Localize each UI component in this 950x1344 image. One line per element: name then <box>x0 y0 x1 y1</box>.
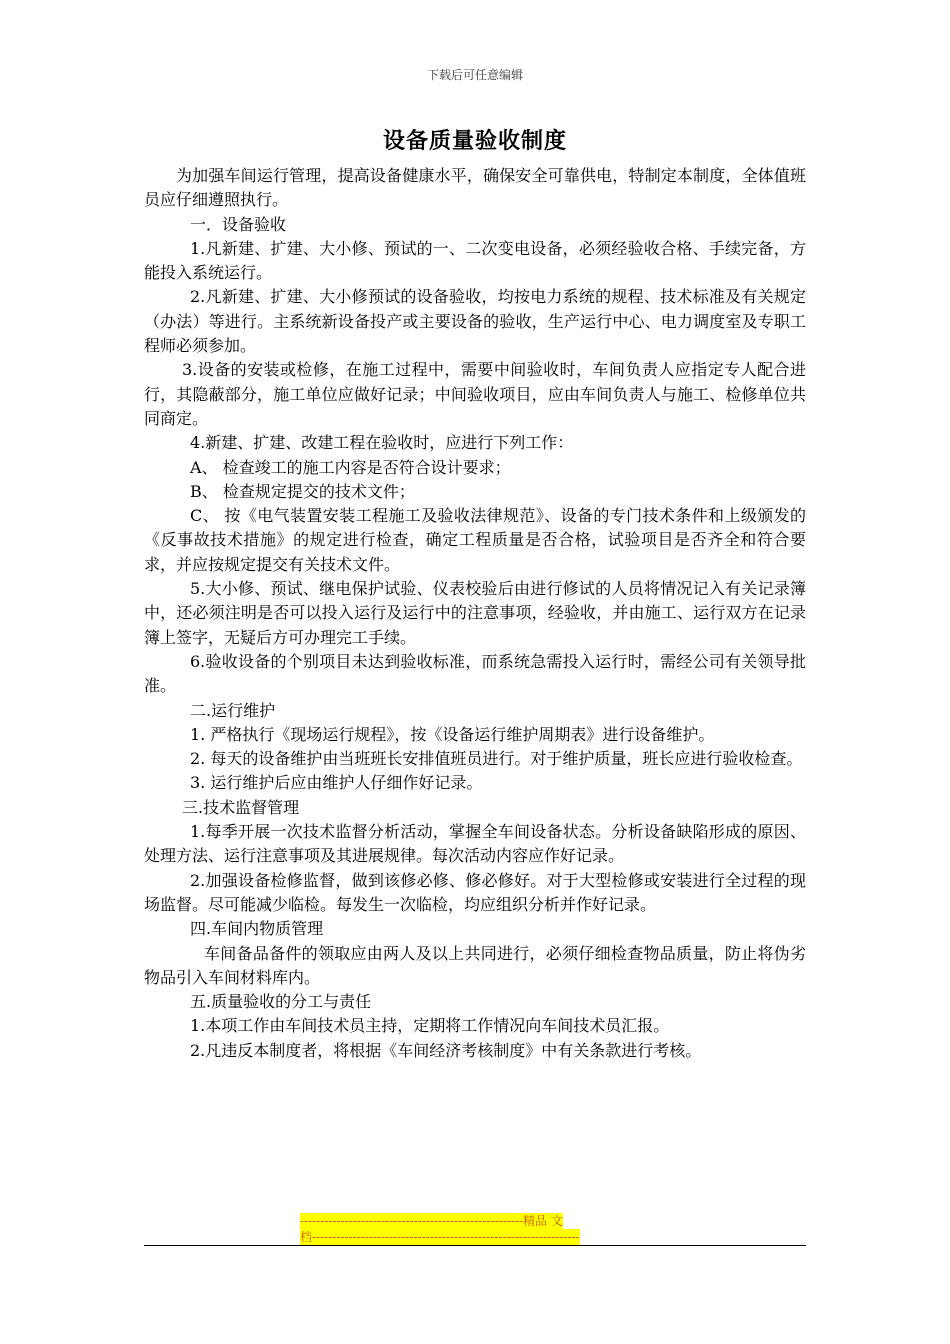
document-title: 设备质量验收制度 <box>382 128 567 154</box>
sub-item: C、 按《电气装置安装工程施工及验收法律规范》、设备的专门技术条件和上级颁发的《反事故技术措施》的规定进行检查，确定工程质量是否合格，试验项目是否齐全和符合要求，并应按规定提交有关技术文件。 <box>144 506 806 574</box>
footer-line-1: -------------------------------------------------------精品 文 <box>300 1214 563 1228</box>
section-heading-3: 三.技术监督管理 <box>182 797 300 817</box>
list-item: 6.验收设备的个别项目未达到验收标准，而系统急需投入运行时，需经公司有关领导批准。 <box>144 651 806 696</box>
list-item: 4.新建、扩建、改建工程在验收时，应进行下列工作： <box>190 433 574 453</box>
list-item: 2.凡违反本制度者，将根据《车间经济考核制度》中有关条款进行考核。 <box>190 1040 702 1060</box>
list-item: 1. 严格执行《现场运行规程》，按《设备运行维护周期表》进行设备维护。 <box>190 724 715 744</box>
sub-item: B、 检查规定提交的技术文件； <box>190 481 415 501</box>
body-paragraph: 车间备品备件的领取应由两人及以上共同进行，必须仔细检查物品质量，防止将伪劣物品引入车间材料库内。 <box>144 943 806 987</box>
footer-rule <box>144 1245 806 1246</box>
list-item: 2.加强设备检修监督，做到该修必修、修必修好。对于大型检修或安装进行全过程的现场监督。尽可能减少临检。每发生一次临检，均应组织分析并作好记录。 <box>144 870 806 914</box>
section-heading-4: 四.车间内物质管理 <box>190 919 324 939</box>
list-item: 2.凡新建、扩建、大小修预试的设备验收，均按电力系统的规程、技术标准及有关规定（办法）等进行。主系统新设备投产或主要设备的验收，生产运行中心、电力调度室及专职工程师必须参加。 <box>144 287 806 356</box>
list-item: 5.大小修、预试、继电保护试验、仪表校验后由进行修试的人员将情况记入有关记录簿中，还必须注明是否可以投入运行及运行中的注意事项，经验收，并由施工、运行双方在记录簿上签字，无疑后方可办理完工手续。 <box>144 579 806 647</box>
section-heading-2: 二.运行维护 <box>190 700 276 720</box>
section-heading-5: 五.质量验收的分工与责任 <box>190 992 372 1012</box>
footer-line-2: 档------------------------------------------------------------------ <box>300 1230 580 1244</box>
list-item: 1.每季开展一次技术监督分析活动，掌握全车间设备状态。分析设备缺陷形成的原因、处理方法、运行注意事项及其进展规律。每次活动内容应作好记录。 <box>144 822 806 866</box>
document-body <box>144 164 806 1063</box>
list-item: 3. 运行维护后应由维护人仔细作好记录。 <box>190 773 483 793</box>
footer-watermark <box>300 1213 650 1245</box>
list-item: 1.本项工作由车间技术员主持，定期将工作情况向车间技术员汇报。 <box>190 1016 670 1036</box>
sub-item: A、 检查竣工的施工内容是否符合设计要求； <box>190 457 511 477</box>
section-heading-1: 一．设备验收 <box>190 214 287 234</box>
list-item: 2. 每天的设备维护由当班班长安排值班员进行。对于维护质量，班长应进行验收检查。 <box>190 749 803 769</box>
header-note: 下载后可任意编辑 <box>426 68 523 82</box>
intro-paragraph: 为加强车间运行管理，提高设备健康水平，确保安全可靠供电，特制定本制度，全体值班员应仔细遵照执行。 <box>144 166 806 210</box>
list-item: 1.凡新建、扩建、大小修、预试的一、二次变电设备，必须经验收合格、手续完备，方能投入系统运行。 <box>144 238 806 283</box>
list-item: 3.设备的安装或检修，在施工过程中，需要中间验收时，车间负责人应指定专人配合进行，其隐蔽部分，施工单位应做好记录；中间验收项目，应由车间负责人与施工、检修单位共同商定。 <box>144 360 806 428</box>
